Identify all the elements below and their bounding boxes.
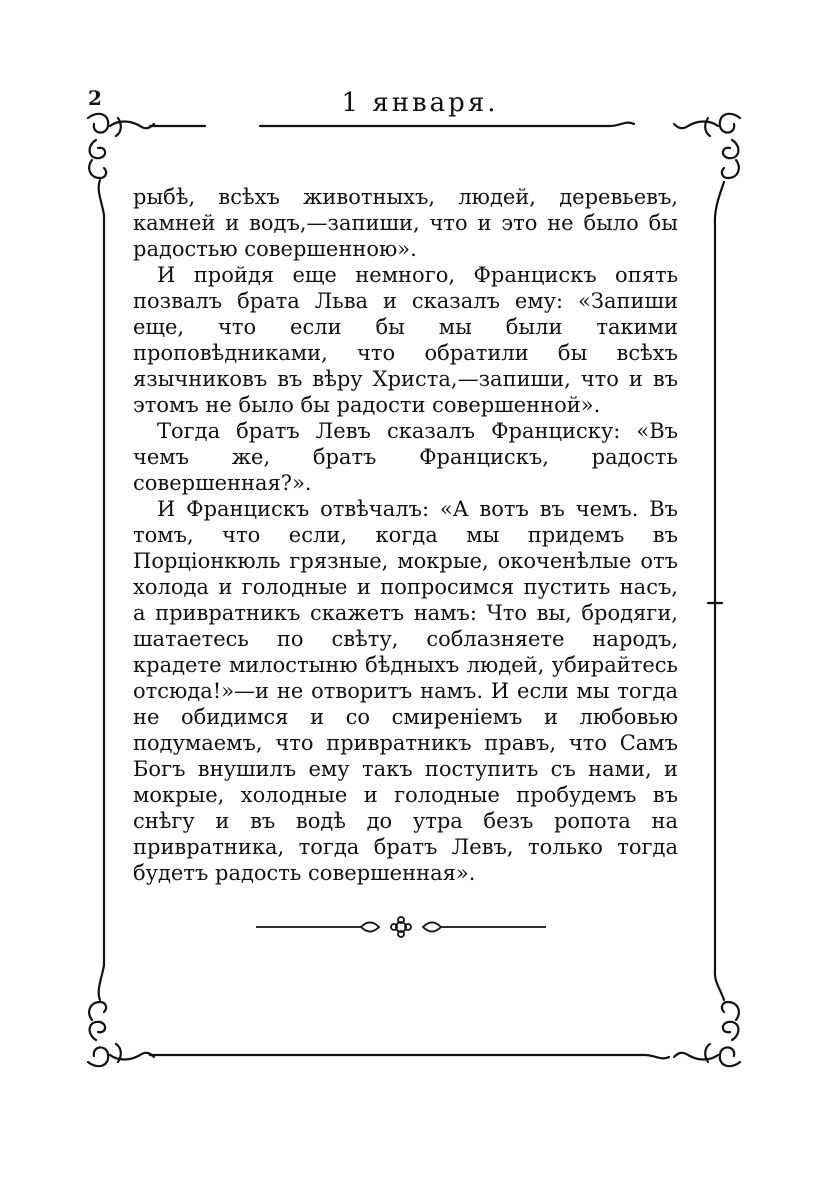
paragraph: рыбѣ, всѣхъ животныхъ, людей, деревьевъ, камней и водъ,—запиши, что и это не было бы радостью совершенною». — [133, 185, 678, 261]
running-title: 1 января. — [341, 88, 499, 118]
tailpiece-ornament — [256, 915, 546, 939]
paragraph: Тогда братъ Левъ сказалъ Франциску: «Въ чемъ же, братъ Францискъ, радость совершенная?». — [133, 419, 678, 495]
page-number: 2 — [88, 86, 102, 110]
corner-ornament-bottom-left — [88, 965, 154, 1066]
body-text — [133, 184, 678, 886]
paragraph: И пройдя еще немного, Францискъ опять позвалъ брата Льва и сказалъ ему: «Запиши еще, что если бы мы были такими проповѣдниками, что обратили бы всѣхъ язычниковъ въ вѣру Христа,—запиши, что и въ этомъ не было бы радости совершенной». — [133, 263, 678, 417]
corner-ornament-bottom-right — [645, 970, 740, 1066]
paragraph: И Францискъ отвѣчалъ: «А вотъ въ чемъ. Въ томъ, что если, когда мы придемъ въ Порціонкюль грязные, мокрые, окоченѣлые отъ холода и голодные и попросимся пустить насъ, а привратникъ скажетъ намъ: Что вы, бродяги, шатаетесь по свѣту, соблазняете народъ, крадете милостыню бѣдныхъ людей, убирайтесь отсюда!»—и не отворитъ намъ. И если мы тогда не обидимся и со смиреніемъ и любовью подумаемъ, что привратникъ правъ, что Самъ Богъ внушилъ ему такъ поступить съ нами, и мокрые, холодные и голодные пробудемъ въ снѣгу и въ водѣ до утра безъ ропота на привратника, тогда братъ Левъ, только тогда будетъ радость совершенная». — [133, 497, 678, 885]
